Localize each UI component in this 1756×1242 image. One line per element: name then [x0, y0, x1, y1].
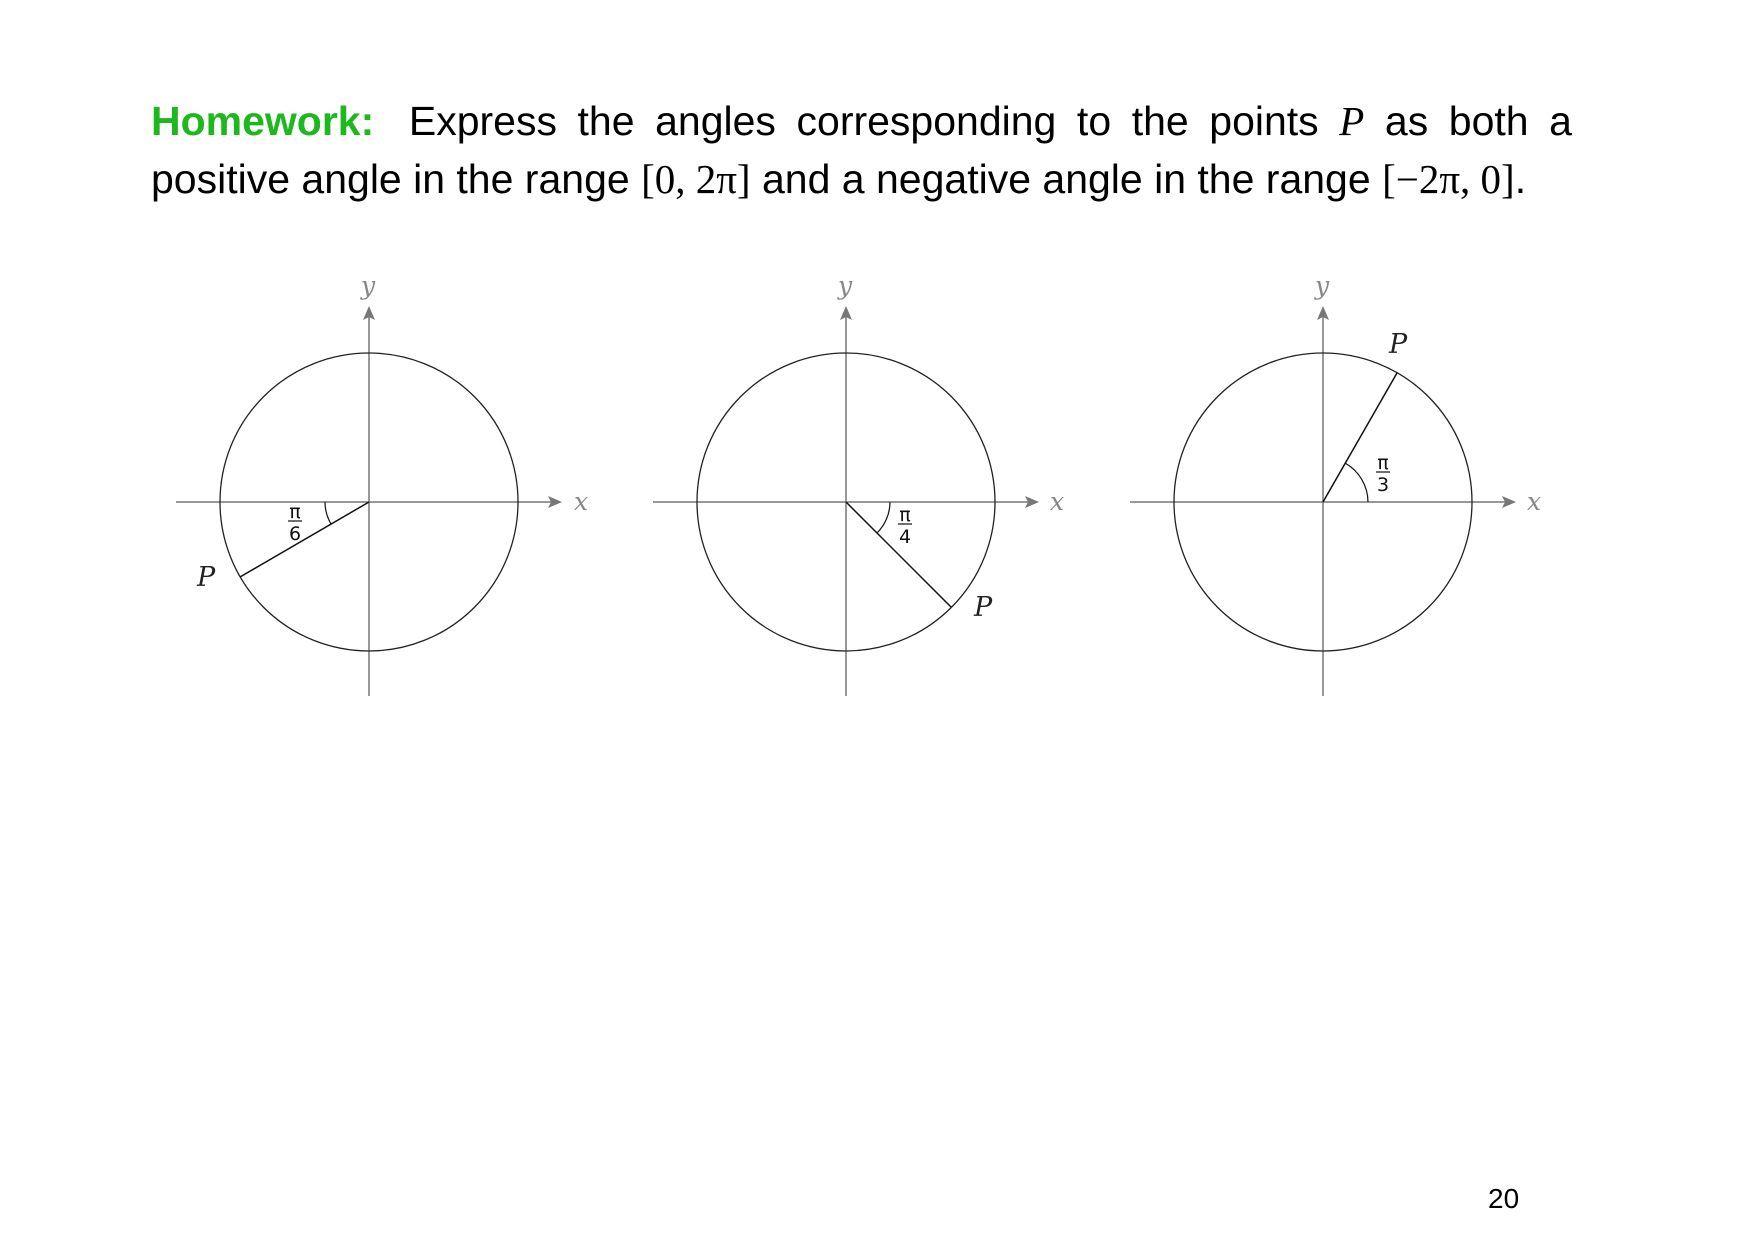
negative-range: [−2π, 0]: [1382, 156, 1515, 202]
x-axis-label: x: [574, 487, 589, 516]
page-number: 20: [1488, 1183, 1520, 1214]
problem-text-2: as both a positive angle in the range: [151, 98, 1572, 202]
point-p-label: P: [197, 562, 216, 593]
y-axis-label: y: [361, 271, 376, 300]
y-axis-label: y: [838, 271, 853, 300]
x-axis-label: x: [1527, 487, 1542, 516]
problem-text-1: Express the angles corresponding to the points: [408, 98, 1319, 144]
point-p-label: P: [1389, 329, 1408, 360]
angle-numerator: π: [1377, 452, 1389, 474]
angle-denominator: 6: [288, 523, 302, 545]
problem-text-end: .: [1514, 156, 1527, 202]
y-axis-label: y: [1315, 271, 1330, 300]
x-axis-label: x: [1050, 487, 1065, 516]
point-variable: P: [1339, 98, 1365, 144]
positive-range: [0, 2π]: [641, 156, 751, 202]
angle-numerator: π: [899, 504, 911, 526]
angle-arc: [325, 502, 331, 524]
angle-denominator: 4: [898, 526, 912, 548]
unit-circle-figure-3: [1130, 271, 1541, 696]
angle-arc: [877, 502, 890, 533]
angle-denominator: 3: [1376, 474, 1390, 496]
unit-circle-figure-2: [653, 271, 1064, 696]
problem-text-3: and a negative angle in the range: [762, 156, 1371, 202]
unit-circle-figure-1: [176, 271, 588, 696]
terminal-ray: [240, 502, 369, 577]
angle-arc: [1345, 463, 1368, 502]
angle-numerator: π: [289, 501, 301, 523]
homework-label: Homework:: [151, 98, 375, 144]
point-p-label: P: [974, 592, 993, 623]
